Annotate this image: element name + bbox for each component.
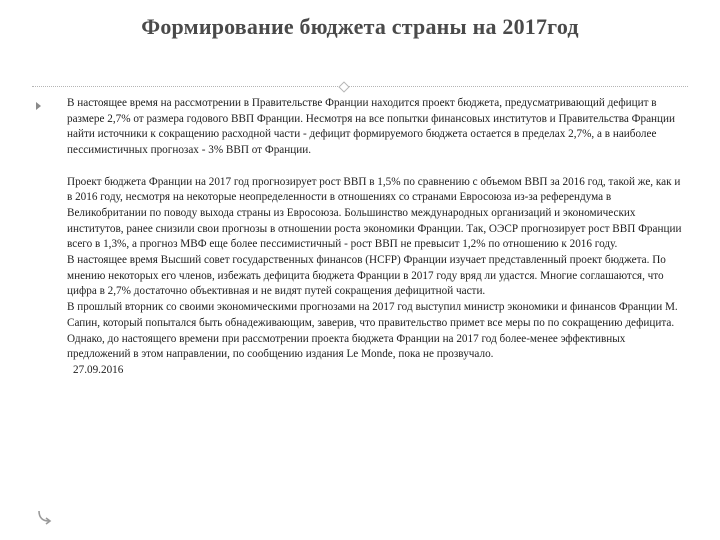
publication-date: 27.09.2016 bbox=[73, 363, 124, 376]
divider-ornament-icon bbox=[338, 81, 349, 92]
slide-title: Формирование бюджета страны на 2017год bbox=[141, 14, 579, 39]
paragraph-minister: В прошлый вторник со своими экономическими прогнозами на 2017 год выступил министр экономики и финансов Франции М. Сапин, который попытался быть обнадеживающим, заверив, что правительство примет все меры по по сокращению дефицита. Однако, до настоящего времени при рассмотрении проекта бюджета Франции на 2017 год более-менее эффективных предложений в этом направлении, по сообщению издания Le Monde, пока не прозвучало. bbox=[67, 301, 678, 361]
paragraph-gap bbox=[67, 159, 684, 175]
paragraph-deficit: В настоящее время на рассмотрении в Правительстве Франции находится проект бюджета, предусматривающий дефицит в размере 2,7% от размера годового ВВП Франции. Несмотря на все попытки финансовых институтов и Правительства Франции найти источники к сокращению расходной части - дефицит формируемого бюджета остается в пределах 2,7%, а в наиболее пессимистичных прогнозах - 3% ВВП от Франции. bbox=[67, 97, 676, 157]
slide-body bbox=[67, 96, 684, 379]
title-divider bbox=[32, 86, 688, 88]
paragraph-hcfp: В настоящее время Высший совет государственных финансов (HCFP) Франции изучает представленный проект бюджета. По мнению некоторых его членов, избежать дефицита бюджета Франции в 2017 году вряд ли удастся. Многие соглашаются, что цифра в 2,7% достаточно объективная и не видят путей сокращения дефицитной части. bbox=[67, 254, 666, 298]
paragraph-gdp-forecast: Проект бюджета Франции на 2017 год прогнозирует рост ВВП в 1,5% по сравнению с объемом ВВП за 2016 год, такой же, как и в 2016 году, несмотря на некоторые неопределенности в отношениях со странами Евросоюза из-за референдума в Великобритании по поводу выхода страны из Евросоюза. Большинство международных организаций и экономических институтов, ранее снизили свои прогнозы в отношении роста экономики Франции. Так, ОЭСР прогнозирует рост ВВП Франции всего в 1,3%, а прогноз МВФ еще более пессимистичный - рост ВВП не превысит 1,2% по отношению к 2016 году. bbox=[67, 175, 682, 251]
triangle-right-icon bbox=[36, 102, 41, 110]
curved-arrow-icon bbox=[36, 508, 54, 526]
